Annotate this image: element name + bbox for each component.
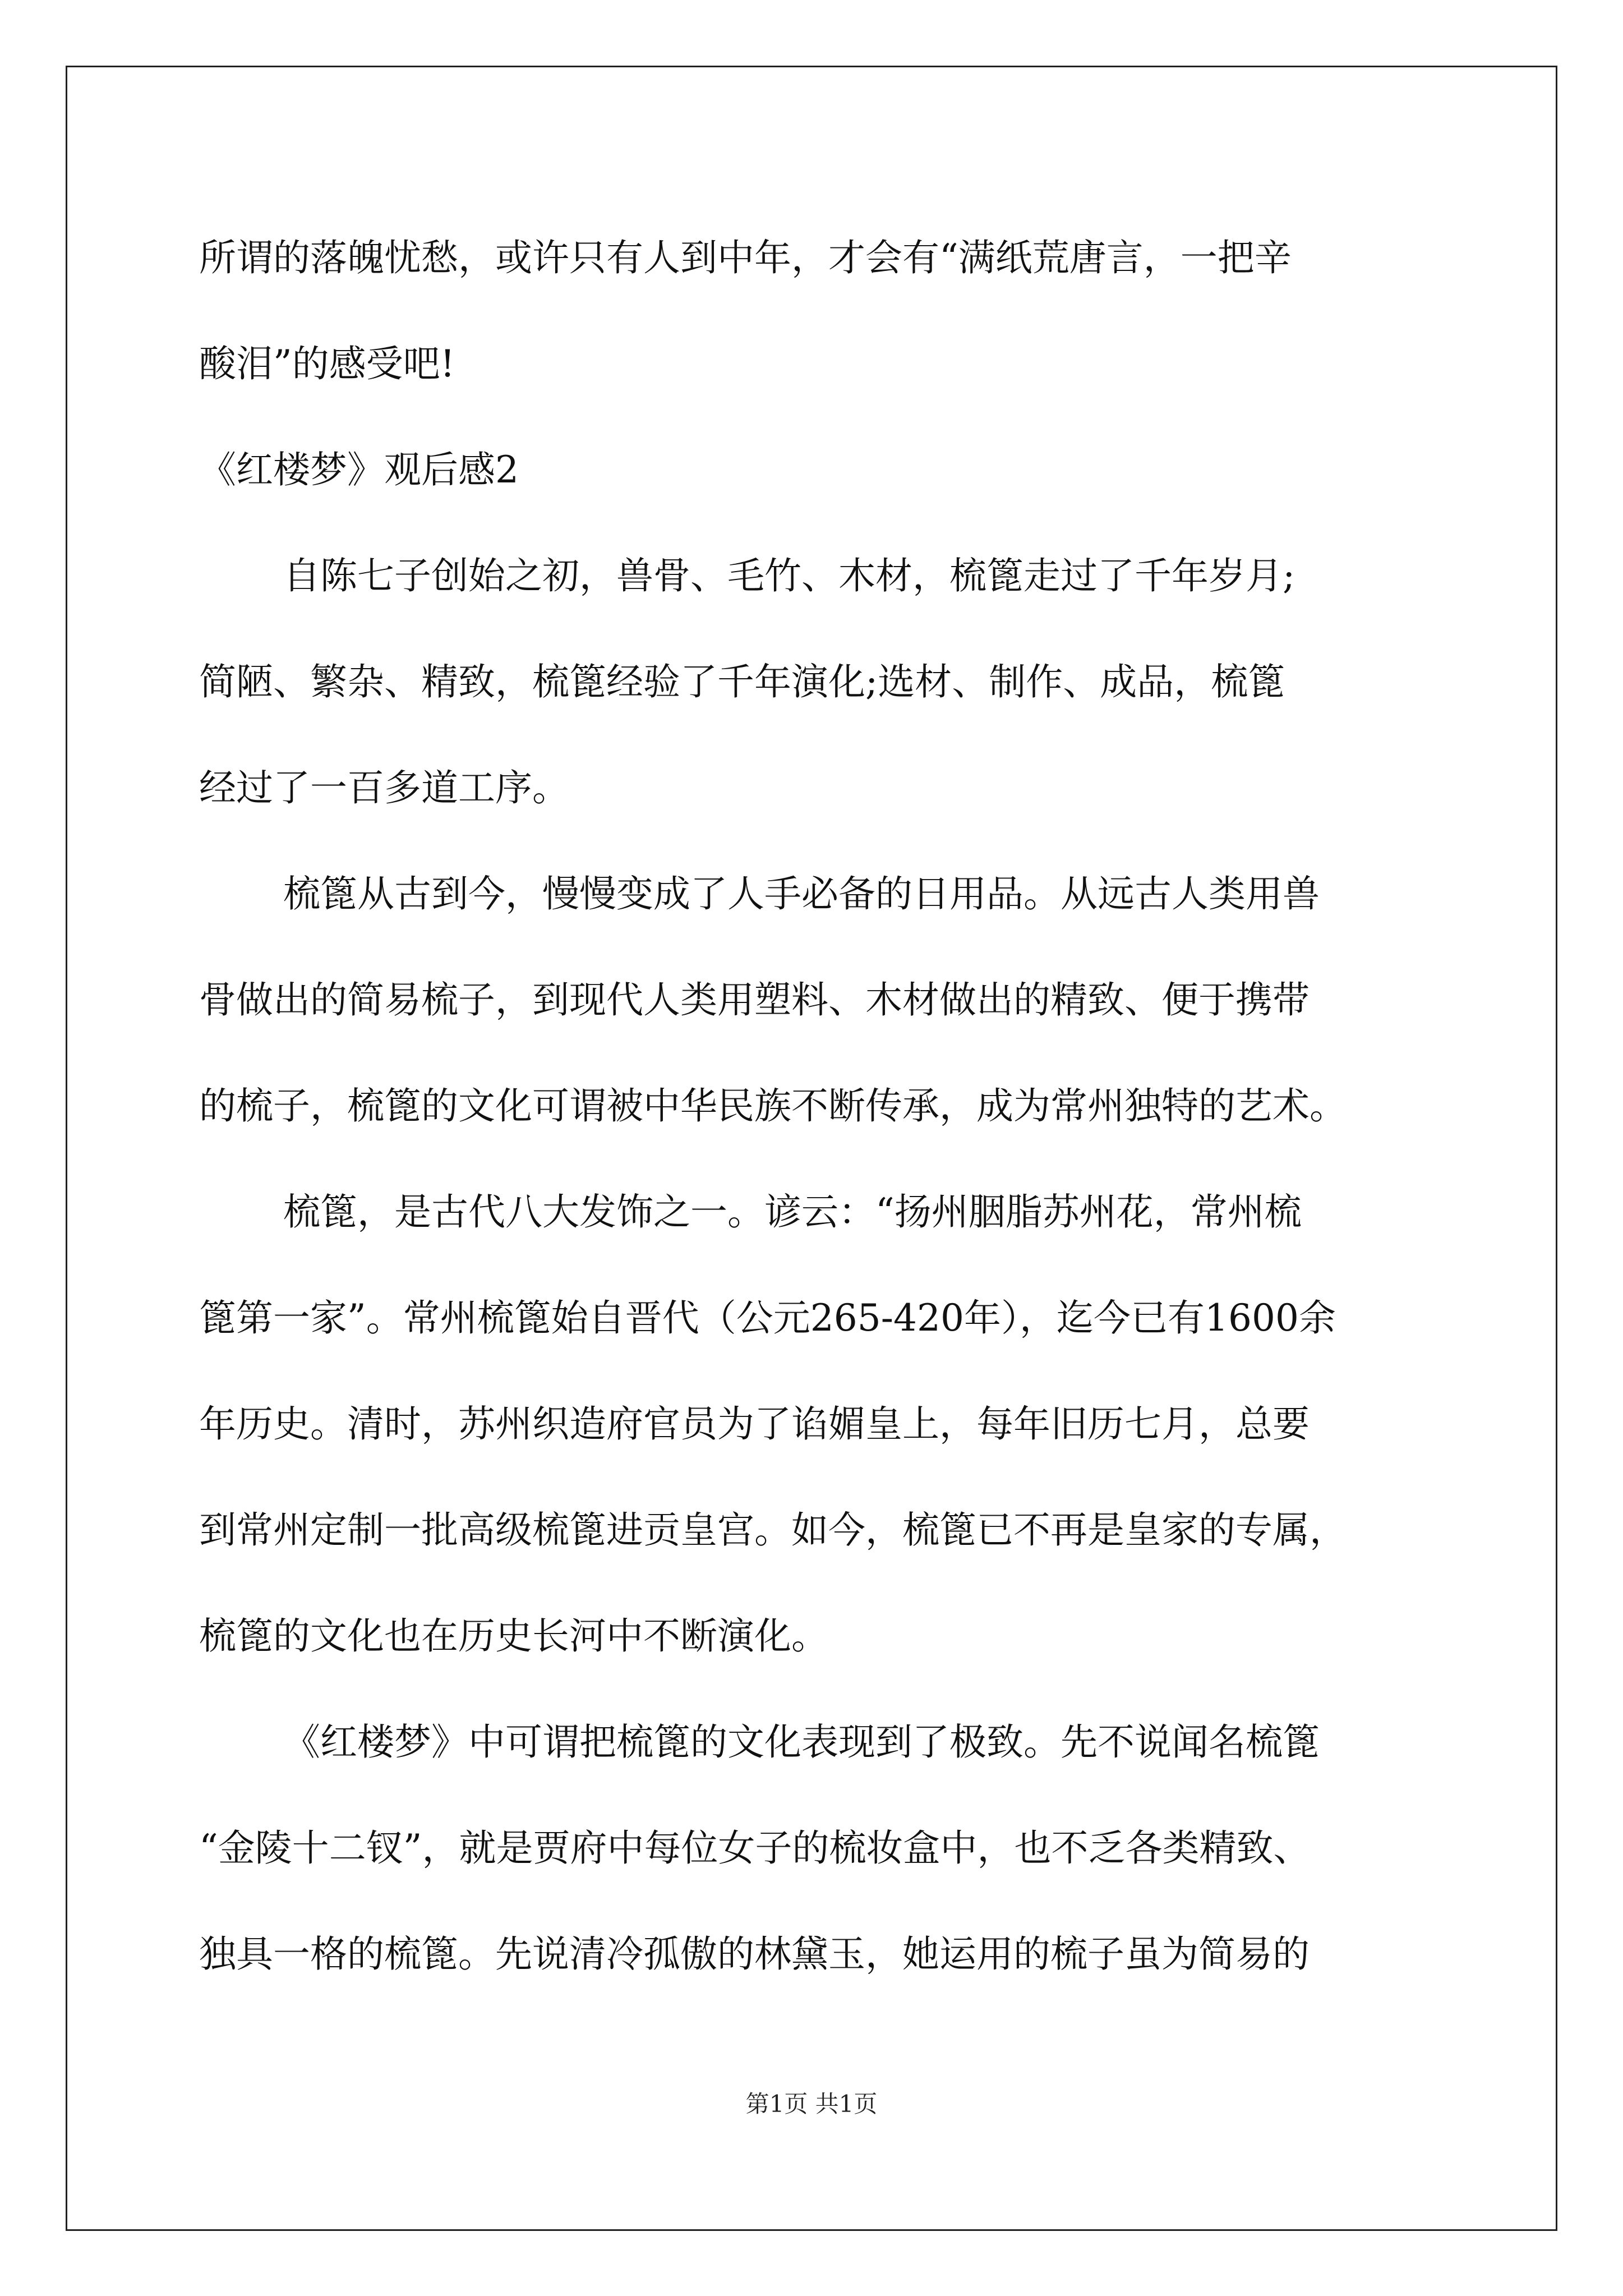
- document-body: [199, 205, 1433, 2007]
- page-footer: 第1页 共1页: [745, 2090, 878, 2118]
- text-line: 年历史。清时，苏州织造府官员为了谄媚皇上，每年旧历七月，总要: [199, 1402, 1310, 1446]
- paragraph-first-line: 《红楼梦》中可谓把梳篦的文化表现到了极致。先不说闻名梳篦: [283, 1720, 1320, 1764]
- text-line: 骨做出的简易梳子，到现代人类用塑料、木材做出的精致、便于携带: [199, 978, 1310, 1022]
- text-line: 到常州定制一批高级梳篦进贡皇宫。如今，梳篦已不再是皇家的专属，: [199, 1508, 1347, 1552]
- text-line: “金陵十二钗”，就是贾府中每位女子的梳妆盒中，也不乏各类精致、: [199, 1826, 1311, 1870]
- paragraph-first-line: 梳篦从古到今，慢慢变成了人手必备的日用品。从远古人类用兽: [283, 872, 1320, 915]
- text-line: 独具一格的梳篦。先说清冷孤傲的林黛玉，她运用的梳子虽为简易的: [199, 1932, 1310, 1976]
- text-line: 所谓的落魄忧愁，或许只有人到中年，才会有“满纸荒唐言，一把辛: [199, 236, 1292, 279]
- text-line: 简陋、繁杂、精致，梳篦经验了千年演化;选材、制作、成品，梳篦: [199, 660, 1285, 703]
- text-line: 梳篦的文化也在历史长河中不断演化。: [199, 1614, 828, 1658]
- text-line: 篦第一家”。常州梳篦始自晋代（公元265-420年），迄今已有1600余: [199, 1296, 1336, 1340]
- paragraph-first-line: 自陈七子创始之初，兽骨、毛竹、木材，梳篦走过了千年岁月;: [283, 554, 1295, 597]
- section-heading: 《红楼梦》观后感2: [199, 448, 519, 491]
- text-line: 酸泪”的感受吧!: [199, 342, 455, 385]
- text-line: 的梳子，梳篦的文化可谓被中华民族不断传承，成为常州独特的艺术。: [199, 1084, 1347, 1128]
- paragraph-first-line: 梳篦，是古代八大发饰之一。谚云：“扬州胭脂苏州花，常州梳: [283, 1190, 1302, 1234]
- text-line: 经过了一百多道工序。: [199, 766, 569, 809]
